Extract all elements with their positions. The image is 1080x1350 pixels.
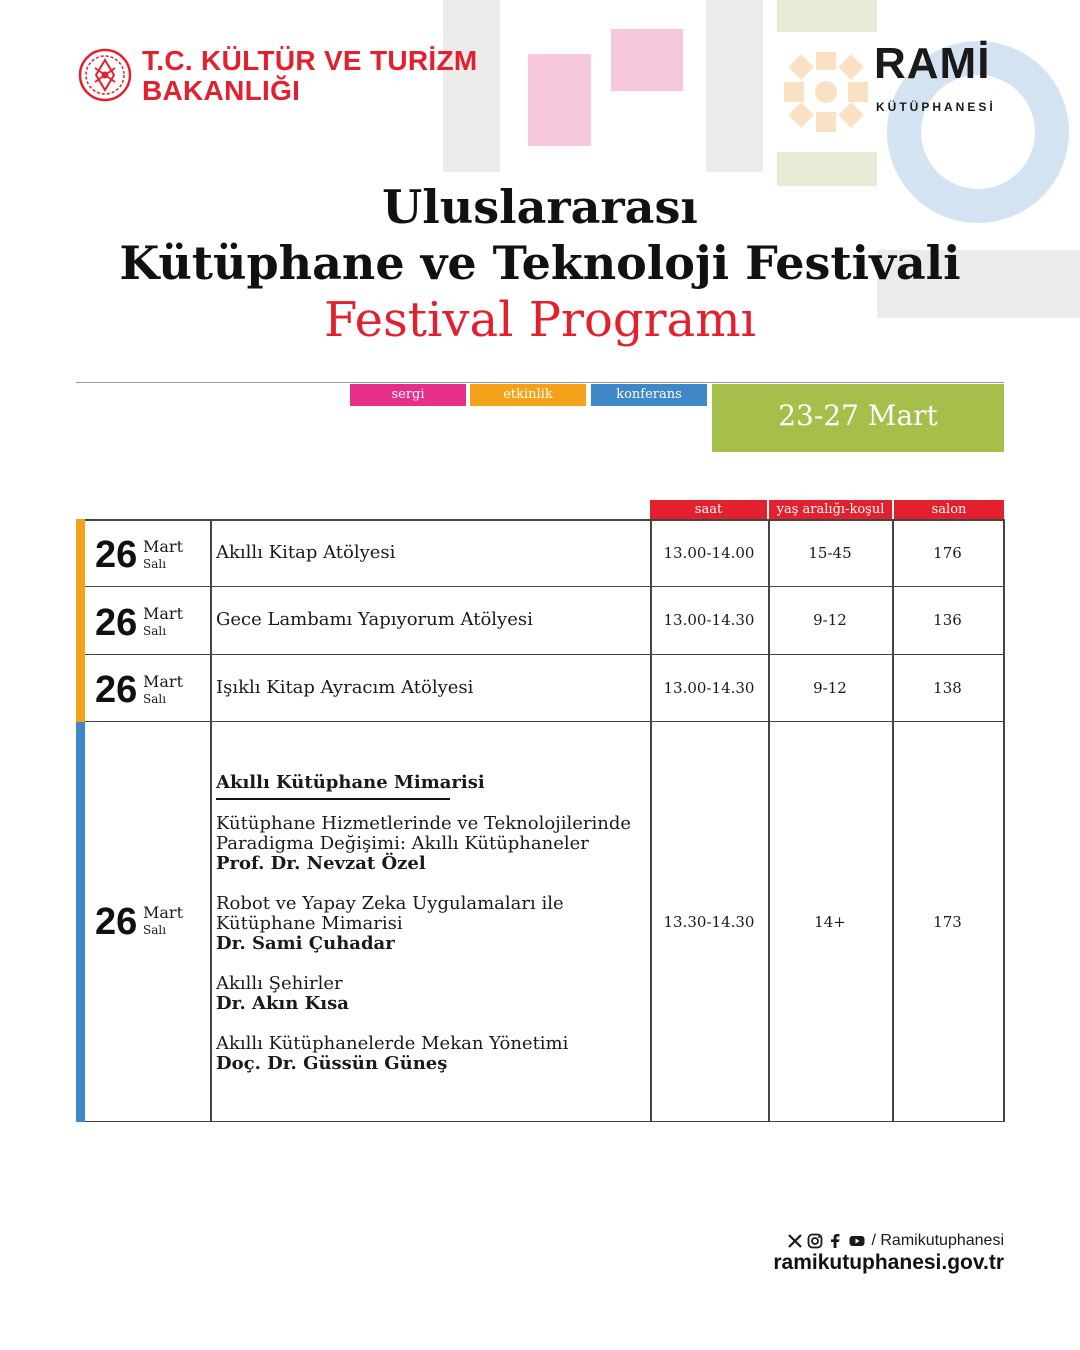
instagram-icon[interactable] xyxy=(807,1233,823,1249)
youtube-icon[interactable] xyxy=(847,1233,867,1249)
conference-talk xyxy=(216,814,636,874)
conference-room: 173 xyxy=(933,913,962,931)
column-header-yas: yaş aralığı-koşul xyxy=(769,500,892,520)
event-title: Işıklı Kitap Ayracım Atölyesi xyxy=(216,677,474,698)
date-range-badge: 23-27 Mart xyxy=(712,384,1004,452)
header-divider xyxy=(76,382,1004,383)
event-room: 138 xyxy=(933,679,962,697)
ministry-emblem-icon xyxy=(78,48,132,102)
decor-pink-rect-1 xyxy=(528,54,591,146)
conference-talk xyxy=(216,1034,636,1074)
event-day: 26 xyxy=(95,669,138,711)
legend-konferans: konferans xyxy=(591,384,707,406)
event-weekday: Salı xyxy=(143,557,167,571)
event-month: Mart xyxy=(143,672,183,691)
legend-sergi: sergi xyxy=(350,384,466,406)
rami-logo-wordmark: RAMİ xyxy=(874,39,991,88)
talk-speaker: Doç. Dr. Güssün Güneş xyxy=(216,1053,448,1074)
rami-logo-subtitle: KÜTÜPHANESİ xyxy=(876,100,996,114)
talk-title-line: Kütüphane Hizmetlerinde ve Teknolojilerinde xyxy=(216,813,632,834)
event-month: Mart xyxy=(143,537,183,556)
x-icon[interactable] xyxy=(787,1233,803,1249)
column-divider xyxy=(1003,519,1005,1122)
decor-sun-shape xyxy=(780,48,876,136)
category-bar-konferans xyxy=(76,722,85,1122)
decor-pink-rect-2 xyxy=(611,29,683,91)
column-header-saat: saat xyxy=(650,500,767,520)
website-link[interactable]: ramikutuphanesi.gov.tr xyxy=(773,1251,1004,1274)
category-bar-etkinlik xyxy=(76,519,85,722)
conference-talk xyxy=(216,894,636,954)
talk-speaker: Dr. Akın Kısa xyxy=(216,993,349,1014)
event-month: Mart xyxy=(143,604,183,623)
talk-title-line: Robot ve Yapay Zeka Uygulamaları ile xyxy=(216,893,564,914)
conference-talk xyxy=(216,974,636,1014)
event-room: 136 xyxy=(933,611,962,629)
talk-title-line: Akıllı Kütüphanelerde Mekan Yönetimi xyxy=(216,1033,569,1054)
column-divider xyxy=(210,519,212,1122)
event-month: Mart xyxy=(143,903,183,922)
talk-title-line: Kütüphane Mimarisi xyxy=(216,913,403,934)
conference-heading-underline xyxy=(216,798,450,800)
ministry-name-line2: BAKANLIĞI xyxy=(142,75,301,106)
ministry-name-line1: T.C. KÜLTÜR VE TURİZM xyxy=(142,45,478,76)
facebook-icon[interactable] xyxy=(827,1233,843,1249)
social-links xyxy=(787,1232,1004,1250)
event-room: 176 xyxy=(933,544,962,562)
conference-age: 14+ xyxy=(814,913,846,931)
column-header-salon: salon xyxy=(894,500,1004,520)
event-day: 26 xyxy=(95,901,138,943)
event-time: 13.00-14.00 xyxy=(663,544,755,562)
page-subtitle: Festival Programı xyxy=(324,292,756,348)
event-title: Gece Lambamı Yapıyorum Atölyesi xyxy=(216,609,533,630)
decor-green-bar-1 xyxy=(777,0,877,32)
event-weekday: Salı xyxy=(143,624,167,638)
talk-title-line: Paradigma Değişimi: Akıllı Kütüphaneler xyxy=(216,833,589,854)
talk-speaker: Prof. Dr. Nevzat Özel xyxy=(216,853,426,874)
title-line-2: Kütüphane ve Teknoloji Festivali xyxy=(119,236,961,290)
conference-time: 13.30-14.30 xyxy=(663,913,755,931)
conference-heading: Akıllı Kütüphane Mimarisi xyxy=(216,772,485,793)
event-time: 13.00-14.30 xyxy=(663,611,755,629)
event-age: 9-12 xyxy=(813,611,847,629)
event-day: 26 xyxy=(95,602,138,644)
event-day: 26 xyxy=(95,534,138,576)
legend-etkinlik: etkinlik xyxy=(470,384,586,406)
event-age: 15-45 xyxy=(808,544,852,562)
event-weekday: Salı xyxy=(143,923,167,937)
event-weekday: Salı xyxy=(143,692,167,706)
talk-speaker: Dr. Sami Çuhadar xyxy=(216,933,395,954)
event-time: 13.00-14.30 xyxy=(663,679,755,697)
title-line-1: Uluslararası xyxy=(382,180,698,234)
event-title: Akıllı Kitap Atölyesi xyxy=(216,542,396,563)
social-handle: / Ramikutuphanesi xyxy=(871,1232,1004,1249)
decor-gray-bar-2 xyxy=(706,0,763,172)
talk-title-line: Akıllı Şehirler xyxy=(216,973,343,994)
ministry-name xyxy=(142,46,478,106)
event-age: 9-12 xyxy=(813,679,847,697)
